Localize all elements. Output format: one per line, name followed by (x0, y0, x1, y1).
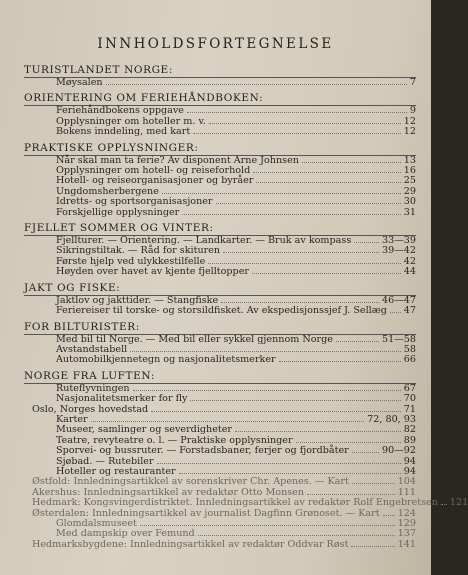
toc-entry-page: 51—58 (381, 333, 416, 345)
toc-entry (24, 540, 416, 550)
dot-leader (91, 421, 365, 422)
toc-entry-page: 121 (449, 497, 468, 509)
toc-entry-page: 141 (397, 538, 416, 550)
toc-entry-text: Østfold: Innledningsartikkel av sorenskriver Chr. Apenes. — Kart (32, 476, 349, 488)
toc-entry-page: 89 (403, 434, 416, 446)
toc-entry-text: Idretts- og sportsorganisasjoner (56, 196, 213, 208)
toc-entry (24, 208, 416, 218)
section-heading: NORGE FRA LUFTEN: (24, 368, 416, 384)
toc-entry-page: 129 (397, 518, 416, 529)
dot-leader (106, 84, 407, 85)
toc-entry-text: Ungdomsherbergene (56, 185, 159, 197)
toc-entry-page: 44 (403, 266, 416, 278)
dot-leader (302, 162, 401, 163)
dot-leader (162, 193, 401, 194)
toc-entry-text: Bokens inndeling, med kart (56, 126, 191, 138)
toc-entry-page: 29 (403, 185, 416, 197)
toc-entry-page: 72, 80, 93 (367, 413, 416, 425)
toc-entry-page: 47 (403, 305, 416, 317)
toc-entry-page: 31 (403, 206, 416, 218)
dot-leader (216, 203, 401, 204)
dot-leader (151, 411, 401, 412)
toc-entry-text: Hedmarksbygdene: Innledningsartikkel av redaktør Oddvar Røst (32, 538, 349, 550)
toc-entry-page: 13 (403, 154, 416, 166)
toc-entry-page: 66 (403, 354, 416, 366)
dot-leader (198, 535, 395, 536)
dot-leader (221, 302, 379, 303)
toc-entry-page: 12 (403, 115, 416, 127)
toc-entry-page: 16 (403, 165, 416, 177)
toc-entry-text: Høyden over havet av kjente fjelltopper (56, 266, 249, 278)
dot-leader (352, 452, 379, 453)
dot-leader (133, 390, 401, 391)
dot-leader (441, 504, 447, 505)
section-heading: FJELLET SOMMER OG VINTER: (24, 220, 416, 236)
dot-leader (351, 546, 394, 547)
dot-leader (307, 494, 395, 495)
toc-entry-page: 67 (403, 382, 416, 394)
toc-entry-page: 7 (409, 77, 416, 88)
toc-entry-text: Hotell- og reiseorganisasjoner og byråer (56, 175, 254, 187)
dot-leader (336, 341, 379, 342)
dot-leader (209, 123, 401, 124)
toc-entry-page: 42 (403, 255, 416, 267)
dot-leader (182, 214, 401, 215)
toc-entry-text: Når skal man ta ferie? Av disponent Arne Johnsen (56, 154, 299, 166)
section-heading: PRAKTISKE OPPLYSNINGER: (24, 140, 416, 156)
dot-leader (193, 133, 401, 134)
toc-entry-text: Opplysninger om hotell- og reiseforhold (56, 165, 251, 177)
toc-entry-text: Sikringstiltak. — Råd for skituren (56, 245, 221, 257)
toc-entry-text: Opplysninger om hoteller m. v. (56, 115, 206, 127)
toc-entry-page: 9 (409, 105, 416, 117)
toc-entry-page: 94 (403, 455, 416, 467)
toc-entry-text: Avstandstabell (56, 343, 128, 355)
toc-entry-text: Med bil til Norge. — Med bil eller sykkel gjennom Norge (56, 333, 333, 345)
toc-entry-text: Karter (56, 413, 88, 425)
toc-entry-text: Hoteller og restauranter (56, 465, 176, 477)
dot-leader (296, 442, 401, 443)
dot-leader (252, 273, 401, 274)
toc-entry-page: 90—92 (381, 445, 416, 457)
toc-entry-text: Ruteflyvningen (56, 382, 130, 394)
toc-entry-text: Automobilkjennetegn og nasjonalitetsmerker (56, 354, 276, 366)
toc-entry-page: 70 (403, 393, 416, 405)
toc-entry (24, 355, 416, 365)
dot-leader (190, 400, 400, 401)
toc-entry-text: Sjøbad. — Rutebiler (56, 455, 154, 467)
dot-leader (130, 351, 401, 352)
dot-leader (279, 361, 401, 362)
page-title: INNHOLDSFORTEGNELSE (97, 36, 334, 52)
toc-entry-page: 12 (403, 126, 416, 138)
toc-entry-text: Første hjelp ved ulykkestilfelle (56, 255, 206, 267)
toc-entry-page: 30 (403, 196, 416, 208)
toc-entry (24, 267, 416, 277)
section-heading: ORIENTERING OM FERIEHÅNDBOKEN: (24, 90, 416, 106)
dot-leader (256, 182, 400, 183)
dot-leader (223, 252, 379, 253)
dot-leader (179, 473, 401, 474)
toc-entry-page: 33—39 (381, 235, 416, 247)
toc-entry-page: 94 (403, 465, 416, 477)
toc-entry-text: Museer, samlinger og severdigheter (56, 424, 232, 436)
toc-entry-page: 104 (397, 476, 416, 488)
toc-entry-page: 111 (397, 486, 416, 498)
toc-entry-text: Fjellturer. — Orientering. — Landkarter. — Bruk av kompass (56, 235, 352, 247)
toc-entry-text: Glomdalsmuseet (56, 518, 137, 529)
toc-entry (24, 394, 416, 404)
toc-entry-page: 25 (403, 175, 416, 187)
toc-entry-text: Feriereiser til torske- og storsildfisket. Av ekspedisjonssjef J. Sellæg (56, 305, 387, 317)
dot-leader (235, 431, 401, 432)
toc-entry (24, 306, 416, 316)
toc-entry-text: Møysalen (56, 77, 103, 88)
toc-entry-page: 58 (403, 343, 416, 355)
toc-entry (24, 446, 416, 456)
dot-leader (187, 112, 407, 113)
dot-leader (390, 312, 401, 313)
toc-entry-page: 137 (397, 528, 416, 540)
toc-entry-text: Forskjellige opplysninger (56, 206, 180, 218)
dot-leader (352, 483, 395, 484)
dot-leader (253, 172, 401, 173)
toc-entry-text: Østerdalen: Innledningsartikkel av journalist Dagfinn Grønoset. — Kart (32, 507, 380, 519)
toc-entry (24, 127, 416, 137)
toc-entry-page: 39—42 (381, 245, 416, 257)
toc-entry-text: Feriehåndbokens oppgave (56, 105, 184, 117)
toc-entry-page: 46—47 (381, 294, 416, 306)
dot-leader (383, 515, 395, 516)
section-heading: FOR BILTURISTER: (24, 319, 416, 335)
dot-leader (208, 263, 400, 264)
toc-entry-text: Nasjonalitetsmerker for fly (56, 393, 188, 405)
toc-entry-text: Akershus: Innledningsartikkel av redaktør Otto Monsen (32, 486, 305, 498)
dot-leader (354, 242, 379, 243)
toc-entry-text: Sporvei- og bussruter. — Forstadsbaner, ferjer og fjordbåter (56, 445, 349, 457)
dot-leader (157, 463, 401, 464)
dot-leader (140, 525, 395, 526)
toc-entry-text: Hedmark: Kongsvingerdistriktet. Innledningsartikkel av redaktør Rolf Engebretsen (32, 497, 438, 509)
toc-entry-page: 124 (397, 507, 416, 519)
toc-entry-text: Teatre, revyteatre o. l. — Praktiske opplysninger (56, 434, 293, 446)
table-of-contents (24, 60, 468, 550)
oslo-heading-text: Oslo, Norges hovedstad (32, 403, 149, 415)
section-heading: JAKT OG FISKE: (24, 280, 416, 296)
section-heading: TURISTLANDET NORGE: (24, 62, 416, 78)
toc-entry-text: Med dampskip over Femund (56, 528, 195, 540)
toc-entry-text: Jaktlov og jakttider. — Stangfiske (56, 294, 219, 306)
oslo-heading-page: 71 (403, 403, 416, 415)
toc-entry (24, 78, 416, 88)
toc-entry-page: 82 (403, 424, 416, 436)
